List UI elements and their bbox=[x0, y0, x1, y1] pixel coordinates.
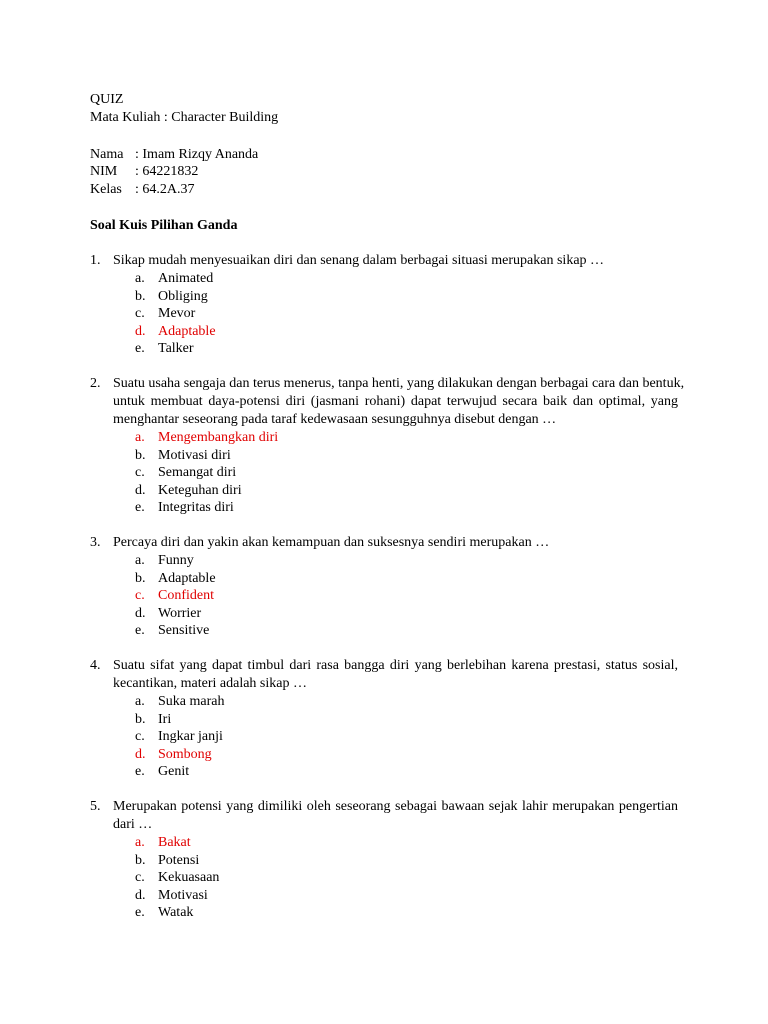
answer-option bbox=[90, 499, 678, 517]
question-1 bbox=[90, 252, 678, 358]
question-text: Suatu usaha sengaja dan terus menerus, tanpa henti, yang dilakukan dengan berbagai cara dan bentuk, bbox=[113, 376, 685, 391]
option-text: Bakat bbox=[158, 835, 191, 850]
answer-option-correct bbox=[90, 834, 678, 852]
option-text: Worrier bbox=[158, 605, 202, 621]
question-line bbox=[90, 411, 678, 429]
answer-option bbox=[90, 711, 678, 729]
option-text: Sombong bbox=[158, 746, 212, 762]
answer-option bbox=[90, 288, 678, 306]
option-text: Obliging bbox=[158, 288, 208, 304]
option-text: Kekuasaan bbox=[158, 870, 220, 886]
student-class-row bbox=[0, 181, 768, 199]
option-text: Mevor bbox=[158, 306, 196, 322]
answer-option bbox=[90, 869, 678, 887]
option-letter: a. bbox=[135, 694, 145, 709]
answer-option bbox=[90, 482, 678, 500]
answer-option bbox=[90, 763, 678, 781]
question-text: Merupakan potensi yang dimiliki oleh seseorang sebagai bawaan sejak lahir merupakan pengertian bbox=[113, 799, 678, 814]
student-nim-row bbox=[0, 163, 768, 181]
answer-option bbox=[90, 693, 678, 711]
question-text: untuk membuat daya-potensi diri (jasmani rohani) dapat terwujud secara baik dan optimal, yang bbox=[113, 394, 678, 409]
answer-option bbox=[90, 728, 678, 746]
option-letter: e. bbox=[135, 500, 145, 516]
option-letter: d. bbox=[135, 887, 146, 903]
question-line bbox=[90, 252, 678, 270]
option-text: Genit bbox=[158, 764, 190, 780]
question-line bbox=[90, 534, 678, 552]
option-letter: c. bbox=[135, 465, 145, 481]
student-class-label: Kelas bbox=[90, 182, 122, 197]
option-letter: d. bbox=[135, 323, 146, 339]
option-letter: a. bbox=[135, 430, 145, 445]
option-text: Animated bbox=[158, 271, 214, 286]
answer-option bbox=[90, 605, 678, 623]
question-line bbox=[90, 675, 678, 693]
answer-option bbox=[90, 305, 678, 323]
option-letter: b. bbox=[135, 570, 146, 586]
question-number: 2. bbox=[90, 376, 101, 391]
option-letter: c. bbox=[135, 306, 145, 322]
option-text: Sensitive bbox=[158, 623, 210, 639]
answer-option bbox=[90, 464, 678, 482]
answer-option bbox=[90, 447, 678, 465]
option-text: Adaptable bbox=[158, 570, 216, 586]
option-letter: b. bbox=[135, 852, 146, 868]
option-text: Potensi bbox=[158, 852, 200, 868]
question-line bbox=[90, 375, 685, 393]
question-2 bbox=[90, 375, 685, 517]
student-name-row bbox=[0, 146, 768, 164]
option-text: Iri bbox=[158, 711, 172, 727]
option-text: Motivasi diri bbox=[158, 447, 231, 463]
option-letter: d. bbox=[135, 746, 146, 762]
option-text: Motivasi bbox=[158, 887, 208, 903]
question-text: Percaya diri dan yakin akan kemampuan dan suksesnya sendiri merupakan … bbox=[113, 535, 550, 550]
student-name-label: Nama bbox=[90, 147, 124, 162]
question-line bbox=[90, 798, 678, 816]
option-letter: e. bbox=[135, 905, 145, 921]
question-3 bbox=[90, 534, 678, 640]
answer-option bbox=[90, 340, 678, 358]
student-nim-value: : 64221832 bbox=[135, 164, 199, 179]
option-text: Ingkar janji bbox=[158, 729, 223, 745]
question-text: dari … bbox=[113, 817, 153, 832]
answer-option bbox=[90, 552, 678, 570]
quiz-title: QUIZ bbox=[90, 92, 124, 107]
option-text: Mengembangkan diri bbox=[158, 430, 279, 445]
question-line bbox=[90, 816, 678, 834]
option-letter: e. bbox=[135, 764, 145, 780]
question-line bbox=[90, 393, 678, 411]
option-letter: e. bbox=[135, 623, 145, 639]
section-title: Soal Kuis Pilihan Ganda bbox=[90, 218, 238, 233]
option-letter: a. bbox=[135, 553, 145, 568]
question-text: menghantar seseorang pada taraf kedewasaan sesungguhnya disebut dengan … bbox=[113, 412, 557, 427]
option-text: Adaptable bbox=[158, 323, 216, 339]
answer-option-correct bbox=[90, 587, 678, 605]
question-4 bbox=[90, 657, 678, 781]
question-number: 1. bbox=[90, 253, 101, 268]
question-text: Suatu sifat yang dapat timbul dari rasa bangga diri yang berlebihan karena prestasi, status sosial, bbox=[113, 658, 678, 673]
option-letter: b. bbox=[135, 447, 146, 463]
option-text: Integritas diri bbox=[158, 500, 234, 516]
option-letter: a. bbox=[135, 835, 145, 850]
question-number: 3. bbox=[90, 535, 101, 550]
question-text: kecantikan, materi adalah sikap … bbox=[113, 676, 307, 691]
answer-option bbox=[90, 270, 678, 288]
option-letter: c. bbox=[135, 588, 145, 604]
answer-option-correct bbox=[90, 323, 678, 341]
option-text: Keteguhan diri bbox=[158, 482, 242, 498]
question-number: 4. bbox=[90, 658, 101, 673]
student-class-value: : 64.2A.37 bbox=[135, 182, 195, 197]
answer-option-correct bbox=[90, 746, 678, 764]
option-letter: e. bbox=[135, 341, 145, 357]
student-name-value: : Imam Rizqy Ananda bbox=[135, 147, 259, 162]
option-letter: d. bbox=[135, 605, 146, 621]
course-name: Mata Kuliah : Character Building bbox=[90, 110, 279, 125]
student-nim-label: NIM bbox=[90, 164, 118, 179]
answer-option bbox=[90, 570, 678, 588]
option-letter: b. bbox=[135, 288, 146, 304]
answer-option bbox=[90, 852, 678, 870]
question-number: 5. bbox=[90, 799, 101, 814]
option-text: Watak bbox=[158, 905, 194, 921]
option-letter: d. bbox=[135, 482, 146, 498]
option-letter: c. bbox=[135, 729, 145, 745]
answer-option-correct bbox=[90, 429, 678, 447]
question-5 bbox=[90, 798, 678, 922]
question-line bbox=[90, 657, 678, 675]
answer-option bbox=[90, 622, 678, 640]
option-letter: c. bbox=[135, 870, 145, 886]
option-text: Semangat diri bbox=[158, 465, 237, 481]
option-text: Talker bbox=[158, 341, 194, 357]
answer-option bbox=[90, 887, 678, 905]
option-text: Funny bbox=[158, 553, 194, 568]
option-text: Confident bbox=[158, 588, 214, 604]
option-letter: a. bbox=[135, 271, 145, 286]
option-letter: b. bbox=[135, 711, 146, 727]
answer-option bbox=[90, 904, 678, 922]
question-text: Sikap mudah menyesuaikan diri dan senang dalam berbagai situasi merupakan sikap … bbox=[113, 253, 605, 268]
option-text: Suka marah bbox=[158, 694, 225, 709]
